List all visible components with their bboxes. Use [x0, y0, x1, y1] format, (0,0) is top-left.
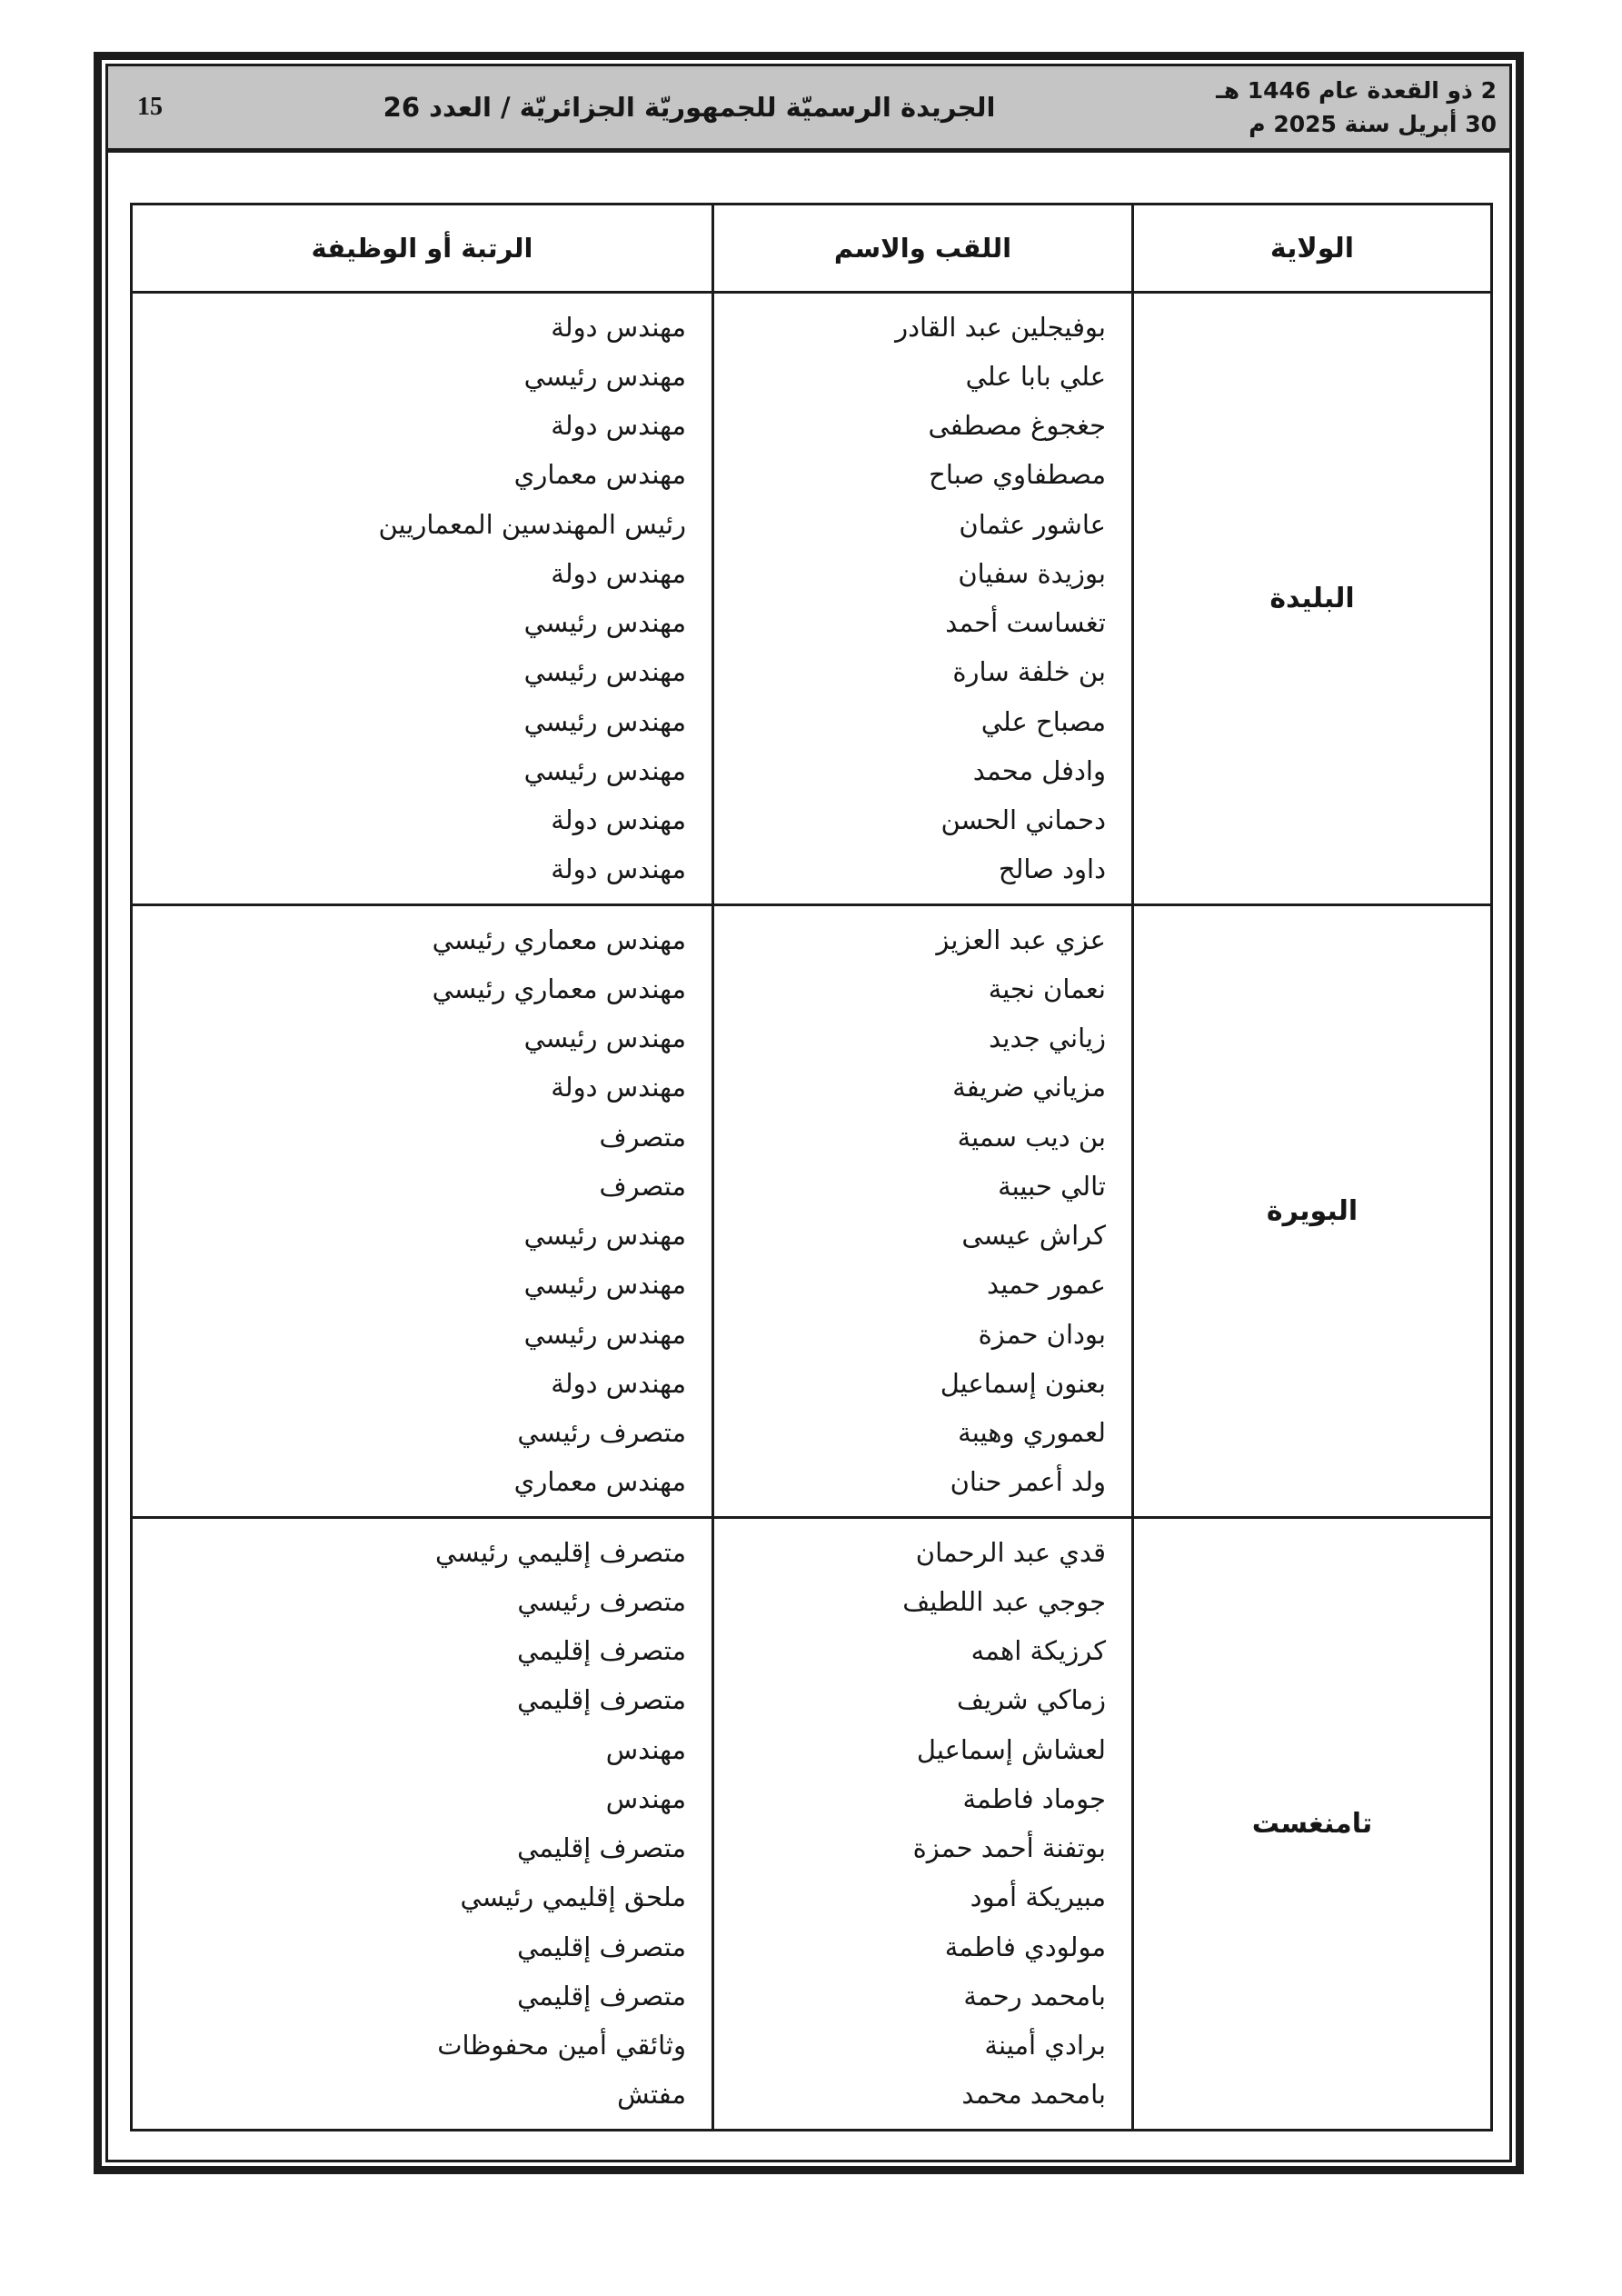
wilaya-label: تامنغست	[1131, 1519, 1490, 2129]
person-name: مصطفاوي صباح	[929, 459, 1106, 491]
person-rank: ملحق إقليمي رئيسي	[460, 1882, 686, 1913]
wilaya-section	[133, 1519, 1490, 2129]
wilaya-section	[133, 294, 1490, 906]
person-rank: مهندس دولة	[551, 410, 686, 442]
person-name: بوزيدة سفيان	[958, 557, 1106, 589]
person-rank: متصرف إقليمي	[517, 1684, 686, 1716]
person-name: قدي عبد الرحمان	[915, 1536, 1106, 1568]
person-rank: متصرف إقليمي رئيسي	[434, 1536, 686, 1568]
person-rank: مهندس	[605, 1733, 686, 1765]
person-name: تغساست أحمد	[945, 607, 1106, 639]
person-name: بعنون إسماعيل	[940, 1367, 1106, 1399]
wilaya-section	[133, 906, 1490, 1519]
person-name: عزي عبد العزيز	[936, 923, 1106, 955]
person-rank: مهندس معماري رئيسي	[432, 923, 686, 955]
person-name: دحماني الحسن	[940, 804, 1106, 836]
person-name: بوفيجلين عبد القادر	[895, 311, 1106, 343]
person-rank: مهندس رئيسي	[523, 1318, 686, 1350]
person-rank: مهندس معماري	[513, 1466, 686, 1498]
date-line-hijri: 2 ذو القعدة عام 1446 هـ	[1216, 76, 1497, 104]
column-header-rank: الرتبة أو الوظيفة	[311, 233, 533, 264]
person-rank: مهندس رئيسي	[523, 705, 686, 737]
person-rank: مهندس معماري رئيسي	[432, 973, 686, 1004]
person-name: عاشور عثمان	[959, 508, 1106, 540]
person-name: زماكي شريف	[957, 1684, 1106, 1716]
column-header-wilaya: الولاية	[1131, 205, 1490, 291]
person-rank: مهندس دولة	[551, 854, 686, 885]
ranks-cell	[133, 906, 711, 1516]
person-rank: رئيس المهندسين المعماريين	[378, 508, 686, 540]
person-name: بوتفنة أحمد حمزة	[912, 1832, 1106, 1864]
person-rank: مهندس رئيسي	[523, 1269, 686, 1301]
person-name: نعمان نجية	[988, 973, 1106, 1004]
person-name: مزياني ضريفة	[952, 1072, 1106, 1103]
person-rank: مهندس رئيسي	[523, 656, 686, 688]
page-outer-frame	[94, 52, 1524, 2174]
person-rank: مهندس دولة	[551, 1072, 686, 1103]
person-name: بن ديب سمية	[957, 1121, 1106, 1153]
page-header-band	[108, 66, 1509, 153]
person-rank: مهندس دولة	[551, 311, 686, 343]
wilaya-label: البويرة	[1131, 906, 1490, 1516]
person-rank: مهندس رئيسي	[523, 607, 686, 639]
person-rank: متصرف إقليمي	[517, 1980, 686, 2011]
person-rank: وثائقي أمين محفوظات	[437, 2030, 686, 2061]
person-name: لعشاش إسماعيل	[916, 1733, 1106, 1765]
person-rank: مهندس دولة	[551, 557, 686, 589]
person-name: بودان حمزة	[978, 1318, 1106, 1350]
person-rank: متصرف إقليمي	[517, 1832, 686, 1864]
appointments-table	[130, 203, 1493, 2131]
person-rank: مهندس دولة	[551, 1367, 686, 1399]
names-cell	[711, 906, 1131, 1516]
person-name: بن خلفة سارة	[952, 656, 1106, 688]
hijri-gregorian-date	[1216, 74, 1497, 142]
person-rank: متصرف رئيسي	[517, 1417, 686, 1449]
person-name: مبيريكة أمود	[970, 1882, 1106, 1913]
ranks-cell	[133, 1519, 711, 2129]
person-name: مصباح علي	[980, 705, 1106, 737]
person-name: ولد أعمر حنان	[950, 1466, 1106, 1498]
person-name: جوماد فاطمة	[962, 1782, 1106, 1814]
names-cell	[711, 1519, 1131, 2129]
person-name: داود صالح	[998, 854, 1106, 885]
date-line-gregorian: 30 أبريل سنة 2025 م	[1249, 111, 1497, 137]
person-name: بامحمد رحمة	[963, 1980, 1106, 2011]
person-name: جوجي عبد اللطيف	[902, 1585, 1106, 1617]
person-name: لعموري وهيبة	[958, 1417, 1106, 1449]
person-name: زياني جديد	[989, 1023, 1106, 1054]
person-name: جغجوغ مصطفى	[928, 410, 1106, 442]
person-rank: مهندس دولة	[551, 804, 686, 836]
person-name: كرزيكة اهمه	[970, 1635, 1106, 1667]
person-rank: مهندس رئيسي	[523, 1220, 686, 1252]
person-rank: مهندس رئيسي	[523, 360, 686, 392]
person-rank: متصرف رئيسي	[517, 1585, 686, 1617]
person-rank: متصرف إقليمي	[517, 1635, 686, 1667]
gazette-title: الجريدة الرسميّة للجمهوريّة الجزائريّة / العدد 26	[383, 92, 996, 123]
person-rank: مفتش	[617, 2079, 686, 2111]
ranks-cell	[133, 294, 711, 903]
person-rank: متصرف	[599, 1121, 686, 1153]
page-inner-frame	[105, 64, 1512, 2162]
person-rank: متصرف	[599, 1170, 686, 1202]
person-name: برادي أمينة	[984, 2030, 1106, 2061]
person-rank: مهندس	[605, 1782, 686, 1814]
wilaya-label: البليدة	[1131, 294, 1490, 903]
person-name: عمور حميد	[987, 1269, 1106, 1301]
person-rank: متصرف إقليمي	[517, 1931, 686, 1962]
person-name: علي بابا علي	[965, 360, 1106, 392]
person-rank: مهندس معماري	[513, 459, 686, 491]
person-rank: مهندس رئيسي	[523, 754, 686, 786]
person-name: بامحمد محمد	[961, 2079, 1106, 2111]
person-name: كراش عيسى	[961, 1220, 1106, 1252]
names-cell	[711, 294, 1131, 903]
table-body	[133, 294, 1490, 2129]
page-number: 15	[137, 93, 163, 121]
table-header-row	[133, 205, 1490, 294]
person-name: وادفل محمد	[972, 754, 1106, 786]
person-rank: مهندس رئيسي	[523, 1023, 686, 1054]
person-name: مولودي فاطمة	[944, 1931, 1106, 1962]
column-header-name: اللقب والاسم	[711, 205, 1131, 291]
person-name: تالي حبيبة	[998, 1170, 1106, 1202]
